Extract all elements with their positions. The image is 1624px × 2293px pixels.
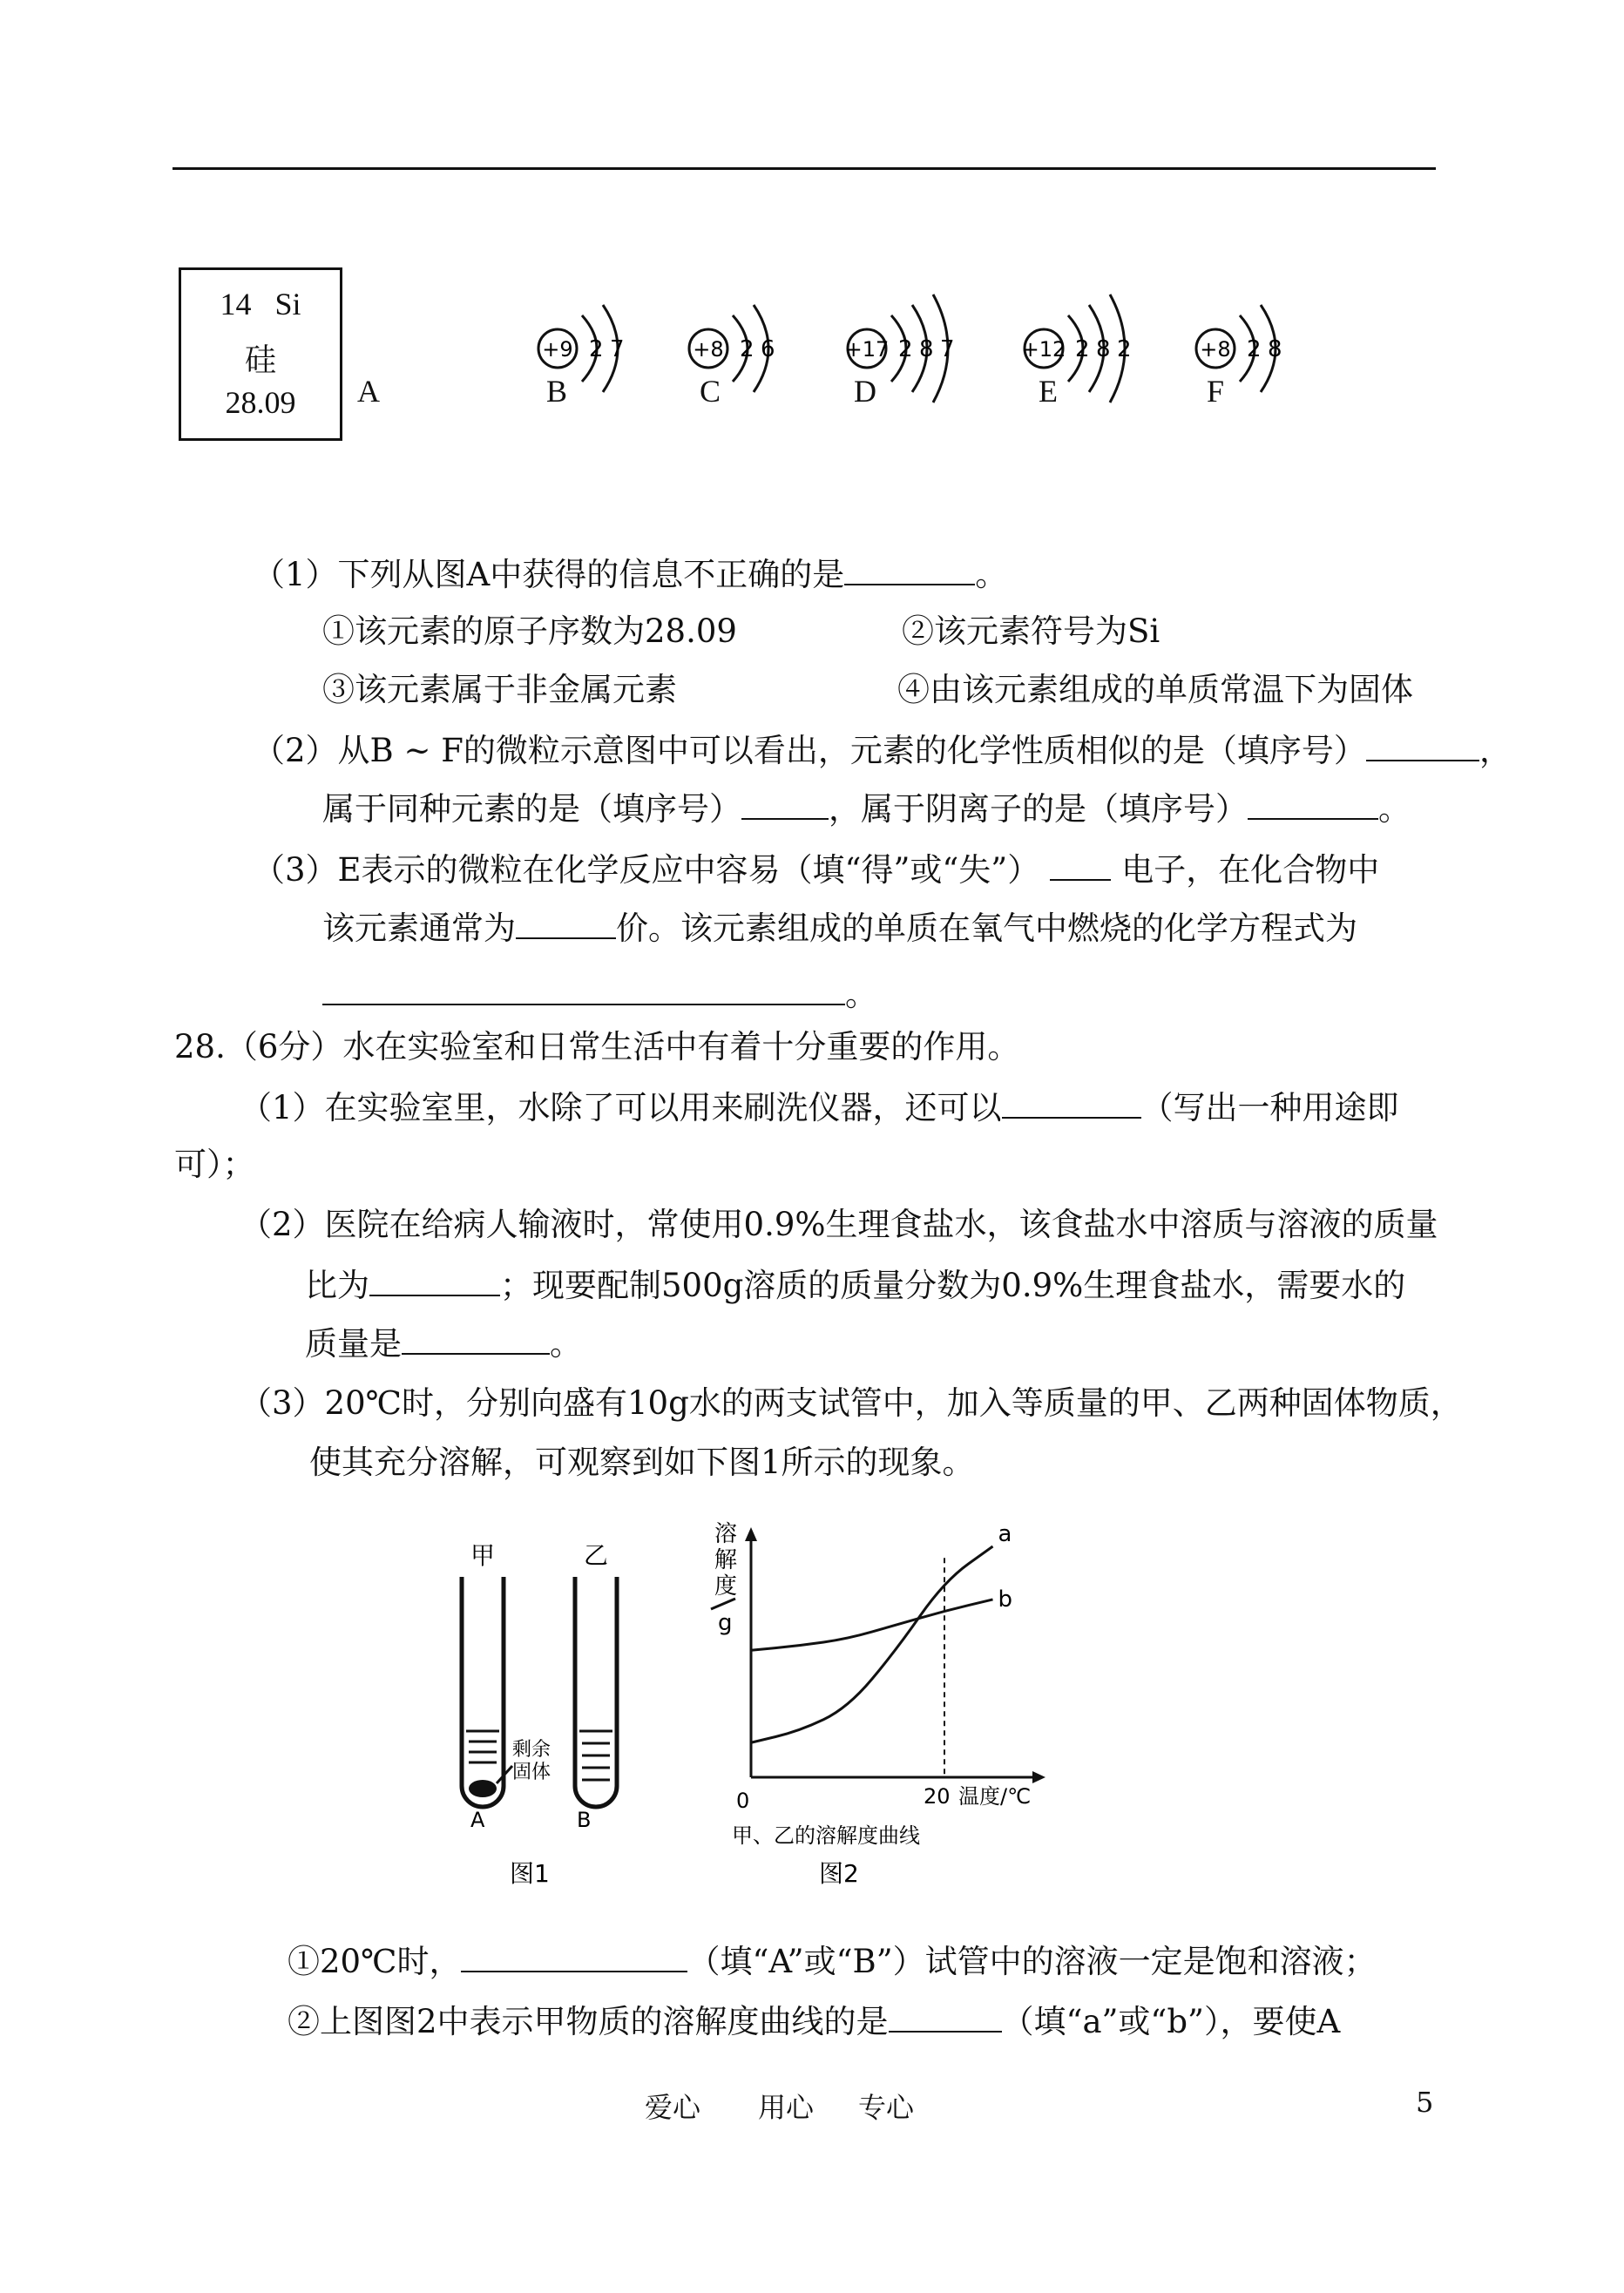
- shell-electron-count: 8: [919, 336, 934, 362]
- q28-part2-line3: 质量是 。: [305, 1325, 582, 1363]
- answer-blank[interactable]: [741, 788, 829, 820]
- q28-part3-line1: （3）20℃时，分别向盛有10g水的两支试管中，加入等质量的甲、乙两种固体物质，: [240, 1384, 1463, 1422]
- q27-option-1: ①该元素的原子序数为28.09: [322, 612, 737, 650]
- q27-part1: （1）下列从图A中获得的信息不正确的是 。: [253, 556, 1008, 593]
- x-tick-20: 20: [924, 1784, 951, 1809]
- solubility-curve-a: [751, 1546, 993, 1742]
- tube-a-letter: A: [470, 1808, 485, 1832]
- figure2-caption: 图2: [819, 1859, 859, 1888]
- page-number: 5: [1416, 2086, 1434, 2119]
- element-mass: 28.09: [225, 385, 296, 420]
- label-f: F: [1207, 374, 1225, 409]
- q27-option-2: ②该元素符号为Si: [902, 612, 1160, 650]
- shell-electron-count: 6: [761, 336, 775, 362]
- label-c: C: [700, 374, 721, 409]
- shell-electron-count: 2: [740, 336, 754, 362]
- figure1-test-tubes: [436, 1538, 680, 1904]
- label-d: D: [854, 374, 876, 409]
- answer-blank[interactable]: [1366, 730, 1479, 761]
- shell-electron-count: 7: [610, 336, 625, 362]
- answer-blank[interactable]: [844, 554, 975, 585]
- footer-mid: 用心: [758, 2091, 815, 2124]
- footer-left: 爱心: [645, 2091, 701, 2124]
- residue-label-line1: 剩余: [512, 1739, 551, 1761]
- y-label-char-1: 溶: [714, 1521, 738, 1547]
- q28-part2-line2: 比为 ；现要配制500g溶质的质量分数为0.9%生理食盐水，需要水的: [305, 1267, 1406, 1304]
- footer-right: 专心: [858, 2091, 915, 2124]
- y-label-char-2: 解: [714, 1547, 738, 1573]
- tube-a: [462, 1577, 512, 1807]
- q27-option-3: ③该元素属于非金属元素: [322, 671, 677, 708]
- answer-blank[interactable]: [1050, 849, 1111, 881]
- q28-part3-line2: 使其充分溶解，可观察到如下图1所示的现象。: [309, 1444, 975, 1481]
- header-rule: [173, 167, 1436, 170]
- label-b: B: [546, 374, 568, 409]
- nucleus-charge: +17: [844, 337, 890, 362]
- label-e: E: [1039, 374, 1058, 409]
- y-label-char-3: 度: [714, 1573, 738, 1600]
- curve-label-a: a: [998, 1521, 1012, 1547]
- x-axis-arrow: [1032, 1771, 1045, 1783]
- shell-electron-count: 2: [1117, 336, 1132, 362]
- y-axis-arrow: [745, 1527, 757, 1541]
- shell-electron-count: 2: [1247, 336, 1262, 362]
- curve-label-b: b: [998, 1586, 1013, 1613]
- answer-blank[interactable]: [516, 908, 616, 939]
- q27-part2-line1: （2）从B ~ F的微粒示意图中可以看出，元素的化学性质相似的是（填序号） ，: [253, 732, 1512, 769]
- shell-electron-count: 2: [898, 336, 913, 362]
- shell-electron-count: 2: [589, 336, 604, 362]
- nucleus-charge: +9: [542, 337, 573, 362]
- q28-part1-line2: 可）；: [174, 1146, 255, 1183]
- q27-part3-line3: 。: [322, 974, 877, 1014]
- residue-label-line2: 固体: [512, 1762, 551, 1783]
- element-number-symbol: 14 Si: [220, 287, 301, 321]
- tube-b-letter: B: [577, 1808, 592, 1832]
- answer-blank[interactable]: [402, 1323, 550, 1355]
- answer-blank[interactable]: [461, 1941, 687, 1972]
- q28-sub1: ①20℃时， （填“A”或“B”）试管中的溶液一定是饱和溶液；: [288, 1943, 1377, 1980]
- solubility-curve-b: [751, 1600, 993, 1650]
- residue-solid: [469, 1780, 497, 1797]
- tube-b: [575, 1577, 617, 1807]
- q27-part2-line2: 属于同种元素的是（填序号） ，属于阴离子的是（填序号） 。: [322, 790, 1411, 828]
- y-label-unit: g: [718, 1610, 733, 1636]
- atom-diagrams: [523, 261, 1342, 436]
- shell-electron-count: 8: [1268, 336, 1282, 362]
- shell-electron-count: 8: [1096, 336, 1111, 362]
- element-card: [179, 267, 342, 441]
- tube-b-label: 乙: [584, 1541, 609, 1570]
- answer-blank[interactable]: [889, 2001, 1002, 2033]
- element-name: 硅: [244, 342, 276, 378]
- figure2-title: 甲、乙的溶解度曲线: [732, 1823, 920, 1848]
- nucleus-charge: +8: [1200, 337, 1231, 362]
- q27-option-4: ④由该元素组成的单质常温下为固体: [897, 671, 1413, 708]
- origin-label: 0: [736, 1789, 750, 1813]
- label-a: A: [357, 374, 380, 409]
- q28-sub2: ②上图图2中表示甲物质的溶解度曲线的是 （填“a”或“b”），要使A: [288, 2003, 1341, 2040]
- nucleus-charge: +8: [693, 337, 724, 362]
- q28-part2-line1: （2）医院在给病人输液时，常使用0.9%生理食盐水，该食盐水中溶质与溶液的质量: [240, 1206, 1438, 1243]
- q28-title: 28.（6分）水在实验室和日常生活中有着十分重要的作用。: [174, 1028, 1020, 1065]
- q27-part3-line1: （3）E表示的微粒在化学反应中容易（填“得”或“失”） 电子，在化合物中: [253, 851, 1380, 889]
- answer-blank[interactable]: [322, 974, 845, 1005]
- q27-part3-line2: 该元素通常为 价。该元素组成的单质在氧气中燃烧的化学方程式为: [322, 910, 1357, 947]
- shell-electron-count: 7: [940, 336, 955, 362]
- shell-electron-count: 2: [1075, 336, 1090, 362]
- answer-blank[interactable]: [1248, 788, 1378, 820]
- tube-a-label: 甲: [470, 1541, 496, 1570]
- nucleus-charge: +12: [1021, 337, 1066, 362]
- figure1-caption: 图1: [510, 1859, 550, 1888]
- x-axis-label: 温度/℃: [958, 1784, 1032, 1809]
- figure2-solubility-chart: [697, 1512, 1072, 1904]
- q28-part1-line1: （1）在实验室里，水除了可以用来刷洗仪器，还可以 （写出一种用途即: [240, 1089, 1399, 1126]
- answer-blank[interactable]: [1002, 1087, 1141, 1119]
- answer-blank[interactable]: [369, 1265, 500, 1296]
